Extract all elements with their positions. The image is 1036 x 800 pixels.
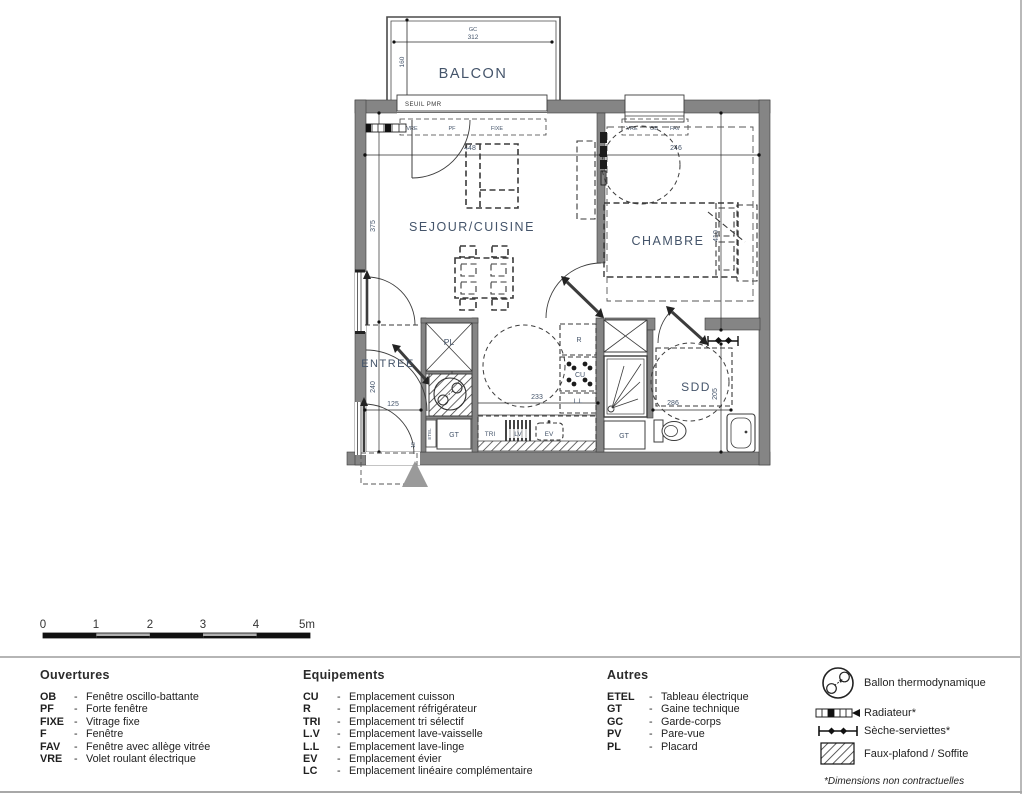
legend-item: GT - Gaine technique	[607, 703, 740, 716]
label-fridge: R	[576, 337, 582, 344]
legend-item: PL - Placard	[607, 740, 698, 753]
legend-item: FAV - Fenêtre avec allège vitrée	[40, 740, 211, 753]
dim-entry: 18	[411, 442, 417, 448]
legend-item: L.V - Emplacement lave-vaisselle	[303, 728, 483, 741]
label-etel: ETEL	[427, 428, 432, 440]
room-label-balcon: BALCON	[438, 66, 508, 82]
legend-item: LC - Emplacement linéaire complémentaire	[303, 765, 533, 778]
legend-ouvertures-title: Ouvertures	[40, 668, 110, 682]
legend-symbol-seche-serviettes: Sèche-serviettes*	[812, 724, 1022, 738]
legend-item: F - Fenêtre	[40, 728, 124, 741]
scale-bar	[40, 619, 315, 638]
dim-chambre-h: 410	[713, 230, 720, 242]
win-right-ob: OB	[650, 126, 658, 132]
page-border-right	[1020, 0, 1022, 794]
legend-item: GC - Garde-corps	[607, 715, 722, 728]
legend-item: CU - Emplacement cuisson	[303, 691, 455, 703]
false-ceiling-icon	[812, 742, 864, 766]
legend-item: L.L - Emplacement lave-linge	[303, 740, 465, 753]
scale-tick-0: 0	[39, 619, 47, 631]
scale-tick-4: 4	[252, 619, 260, 631]
balcony-dimensions	[392, 18, 553, 98]
dim-chambre-w: 246	[670, 145, 682, 152]
legend-item: ETEL - Tableau électrique	[607, 691, 749, 703]
furniture	[361, 127, 757, 484]
room-label-sejour: SEJOUR/CUISINE	[409, 220, 535, 234]
label-pl: PL	[443, 337, 455, 347]
legend-item: VRE - Volet roulant électrique	[40, 753, 196, 766]
scale-tick-2: 2	[146, 619, 154, 631]
legend-ouvertures	[40, 668, 210, 765]
label-sink: EV	[544, 431, 554, 438]
soffit-hatch	[478, 441, 596, 451]
legend-item: EV - Emplacement évier	[303, 753, 442, 766]
radiator	[366, 124, 406, 132]
legend-item: R - Emplacement réfrigérateur	[303, 703, 477, 716]
room-label-sdd: SDD	[681, 380, 711, 394]
threshold-label: SEUIL PMR	[405, 102, 442, 108]
win-right-vre: VRE	[626, 126, 638, 132]
scale-tick-5m: 5m	[299, 619, 315, 631]
label-gt-right: GT	[619, 433, 629, 440]
win-left-vre: VRE	[406, 126, 418, 132]
water-heater	[429, 374, 472, 416]
balcony-gc-label: GC	[468, 27, 478, 33]
legend-item: PF - Forte fenêtre	[40, 703, 148, 716]
room-label-chambre: CHAMBRE	[631, 234, 705, 248]
page-border-bottom	[0, 791, 1022, 793]
technical-box	[604, 320, 647, 352]
scale-tick-1: 1	[92, 619, 100, 631]
dim-entree-w: 125	[387, 401, 399, 408]
legend-symbols	[812, 664, 1022, 787]
scale-tick-3: 3	[199, 619, 207, 631]
legend-item: TRI - Emplacement tri sélectif	[303, 715, 464, 728]
balcony-width-dim: 312	[467, 34, 479, 41]
label-dishwasher: LV	[514, 431, 522, 438]
legend-symbol-radiateur: Radiateur*	[812, 706, 1022, 720]
label-washer: L.L	[573, 398, 583, 405]
label-gt-left: GT	[449, 432, 459, 439]
win-right-fav: FAV	[670, 126, 680, 132]
legend-symbol-ballon: Ballon thermodynamique	[812, 664, 1022, 702]
closet-pl	[426, 323, 472, 371]
legend	[0, 658, 1022, 792]
dim-sejour-h: 375	[370, 220, 377, 232]
toilet	[654, 420, 686, 442]
legend-item: OB - Fenêtre oscillo-battante	[40, 691, 199, 703]
dim-sdd-h: 205	[712, 388, 719, 400]
label-cooktop: CU	[574, 372, 586, 379]
win-left-pf: PF	[448, 126, 456, 132]
towel-dryer	[708, 336, 738, 346]
legend-autres-title: Autres	[607, 668, 649, 682]
ballon-icon	[812, 664, 864, 702]
shower	[604, 356, 647, 417]
towel-dryer-icon	[812, 724, 864, 738]
balcony-depth-dim: 160	[399, 56, 406, 68]
dim-sdd-w: 286	[667, 400, 679, 407]
legend-item: PV - Pare-vue	[607, 728, 705, 741]
legend-equipements	[303, 668, 533, 778]
legend-symbol-faux-plafond: Faux-plafond / Soffite	[812, 742, 1022, 766]
bathtub	[727, 414, 755, 452]
dim-entree-h: 240	[370, 381, 377, 393]
legend-autres	[607, 668, 749, 753]
legend-divider	[0, 656, 1022, 658]
legend-equipements-title: Equipements	[303, 668, 385, 682]
legend-note: *Dimensions non contractuelles	[824, 776, 965, 787]
dim-sejour-w: 448	[464, 145, 476, 152]
room-label-entree: ENTREE	[361, 358, 415, 370]
dim-kitchen-w: 233	[531, 394, 543, 401]
win-left-fixe: FIXE	[490, 126, 504, 132]
radiator-icon	[812, 706, 864, 720]
legend-item: FIXE - Vitrage fixe	[40, 715, 140, 728]
label-tri: TRI	[484, 431, 496, 438]
